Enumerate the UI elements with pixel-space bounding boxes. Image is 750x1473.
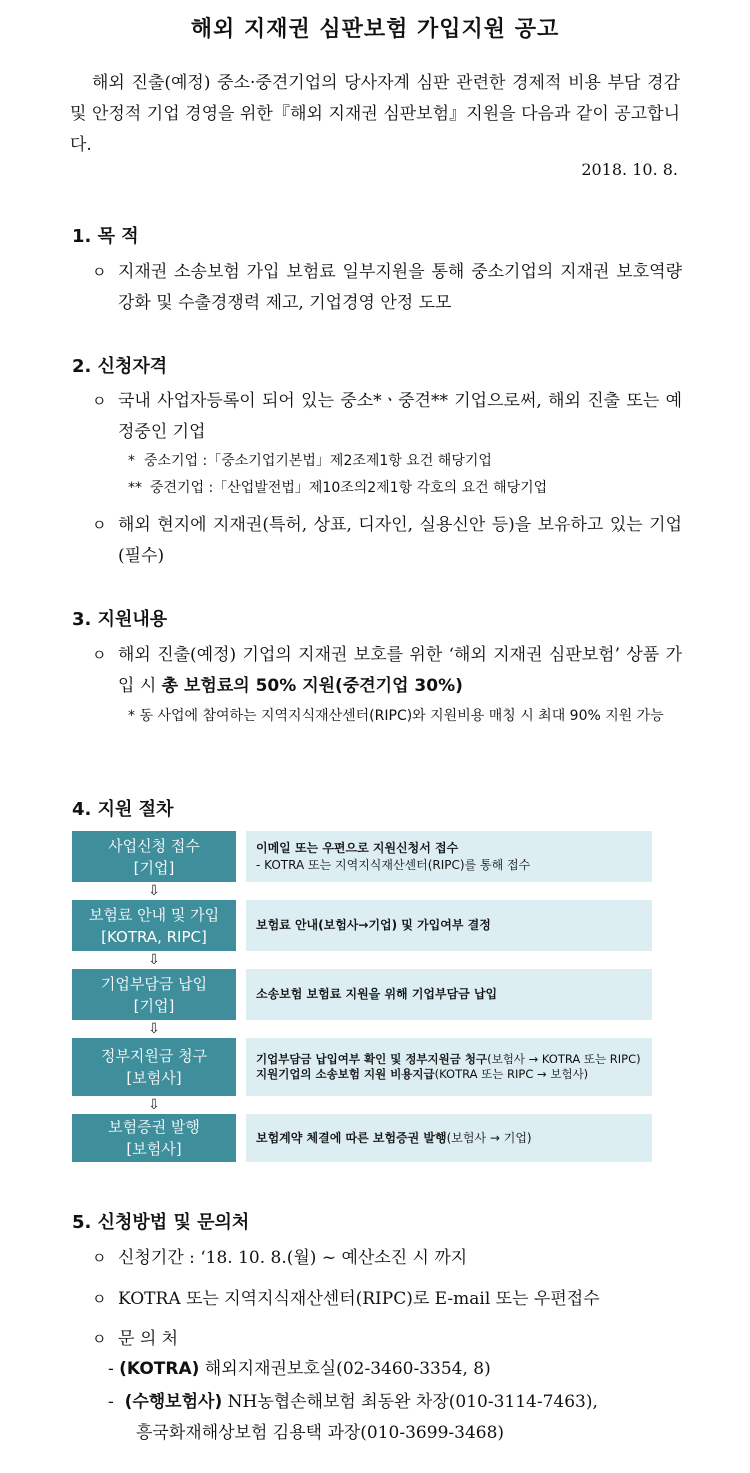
step-actor: [보험사] [126,1140,182,1158]
step-desc-bold: 보험계약 체결에 따른 보험증권 발행 [256,1130,447,1145]
step-desc-bold: 기업부담금 납입여부 확인 및 정부지원금 청구 [256,1052,488,1066]
section-heading-support: 3. 지원내용 [72,609,168,630]
step-desc-line: - KOTRA 또는 지역지식재산센터(RIPC)를 통해 접수 [256,857,531,872]
bullet-mark: ㅇ [92,516,107,534]
application-method-bullet [92,1284,682,1315]
note-text: * 동 사업에 참여하는 지역지식재산센터(RIPC)와 지원비용 매칭 시 최대 90% 지원 가능 [128,708,664,724]
step-desc-line: 보험료 안내(보험사→기업) 및 가입여부 결정 [256,918,491,932]
support-bullet [92,640,682,702]
section-heading-application: 5. 신청방법 및 문의처 [72,1212,250,1233]
contact-bullet [92,1324,682,1355]
sme-definition-note [128,450,680,473]
purpose-text: 지재권 소송보험 가입 보험료 일부지원을 통해 중소기업의 지재권 보호역량 강화 및 수출경쟁력 제고, 기업경영 안정 도모 [118,262,682,313]
step-desc-line: 소송보험 보험료 지원을 위해 기업부담금 납입 [256,987,498,1001]
procedure-step-box [72,1114,236,1162]
down-arrow-icon: ⇩ [148,883,160,899]
contact-insurer: - (수행보험사) NH농협손해보험 최동완 차장(010-3114-7463), [108,1392,598,1412]
support-text-bold: 총 보험료의 50% 지원(중견기업 30%) [161,676,463,696]
contact-org: (수행보험사) [124,1392,223,1412]
ripc-matching-note [128,704,680,729]
application-period-text: 신청기간 : ‘18. 10. 8.(월) ~ 예산소진 시 까지 [118,1248,468,1268]
procedure-step-desc [246,1038,652,1096]
bullet-mark: ㅇ [92,1249,107,1267]
step-desc-line [256,1052,652,1067]
step-desc-bold: 지원기업의 소송보험 지원 비용지급 [256,1067,435,1081]
step-name: 사업신청 접수 [108,836,200,855]
step-actor: [기업] [133,996,175,1015]
section-heading-eligibility: 2. 신청자격 [72,356,168,377]
contact-org: (KOTRA) [119,1359,200,1379]
bullet-mark: ㅇ [92,646,107,664]
procedure-step-box [72,1038,236,1096]
step-desc-plain: (보험사 → 기업) [446,1130,532,1145]
support-text [118,640,682,702]
contact-detail: 해외지재권보호실(02-3460-3354, 8) [199,1359,491,1379]
eligibility-bullet-1 [92,386,682,448]
contact-insurer-2: 흥국화재해상보험 김용택 과장(010-3699-3468) [136,1423,505,1443]
intro-paragraph: 해외 진출(예정) 중소·중견기업의 당사자계 심판 관련한 경제적 비용 부담 경감 및 안정적 기업 경영을 위한『해외 지재권 심판보험』지원을 다음과 같이 공고합니다. [70,73,680,155]
note-text: 중견기업 :「산업발전법」제10조의2제1항 각호의 요건 해당기업 [150,480,548,496]
bullet-mark: ㅇ [92,263,107,281]
step-actor: [기업] [133,858,175,877]
bullet-mark: ㅇ [92,392,107,410]
eligibility-bullet-2 [92,510,682,572]
step-desc-plain: (보험사 → KOTRA 또는 RIPC) [487,1052,641,1066]
procedure-step-desc [246,969,652,1020]
step-actor: [보험사] [126,1069,182,1087]
eligibility-text-1: 국내 사업자등록이 되어 있는 중소*ㆍ중견** 기업으로써, 해외 진출 또는 예정중인 기업 [118,391,682,442]
bullet-mark: ㅇ [92,1330,107,1348]
procedure-step-desc [246,831,652,882]
procedure-step-desc [246,900,652,951]
midsize-definition-note [128,477,680,500]
note-text: 중소기업 :「중소기업기본법」제2조제1항 요건 해당기업 [144,453,492,469]
step-desc-line: 이메일 또는 우편으로 지원신청서 접수 [256,840,459,855]
bullet-mark: ㅇ [92,1290,107,1308]
note-star: ** [128,480,142,496]
contact-heading-text: 문 의 처 [118,1329,179,1349]
purpose-bullet [92,257,682,319]
contact-kotra: - (KOTRA) 해외지재권보호실(02-3460-3354, 8) [108,1359,491,1379]
step-name: 보험증권 발행 [108,1118,200,1136]
procedure-step-box [72,969,236,1020]
procedure-step-box [72,900,236,951]
procedure-step-desc [246,1114,652,1162]
announcement-date: 2018. 10. 8. [581,160,678,179]
contact-detail: NH농협손해보험 최동완 차장(010-3114-7463), [222,1392,598,1412]
eligibility-text-2: 해외 현지에 지재권(특허, 상표, 디자인, 실용신안 등)을 보유하고 있는 기업(필수) [118,515,682,566]
step-name: 정부지원금 청구 [100,1047,208,1065]
application-method-text: KOTRA 또는 지역지식재산센터(RIPC)로 E-mail 또는 우편접수 [118,1289,600,1309]
support-text-plain: 해외 진출(예정) 기업의 지재권 보호를 위한 ‘해외 지재권 심판보험’ 상품 가입 시 [118,645,682,696]
procedure-step-box [72,831,236,882]
down-arrow-icon: ⇩ [148,1021,160,1037]
down-arrow-icon: ⇩ [148,1097,160,1113]
page-title: 해외 지재권 심판보험 가입지원 공고 [190,17,560,42]
step-desc-line [256,1130,652,1147]
section-heading-purpose: 1. 목 적 [72,226,139,247]
note-star: * [128,453,135,469]
application-period-bullet [92,1243,682,1274]
down-arrow-icon: ⇩ [148,952,160,968]
section-heading-procedure: 4. 지원 절차 [72,799,174,820]
step-desc-line [256,1067,652,1082]
step-actor: [KOTRA, RIPC] [101,927,207,946]
step-desc-plain: (KOTRA 또는 RIPC → 보험사) [434,1067,589,1081]
step-name: 기업부담금 납입 [100,974,208,993]
step-name: 보험료 안내 및 가입 [88,905,220,924]
